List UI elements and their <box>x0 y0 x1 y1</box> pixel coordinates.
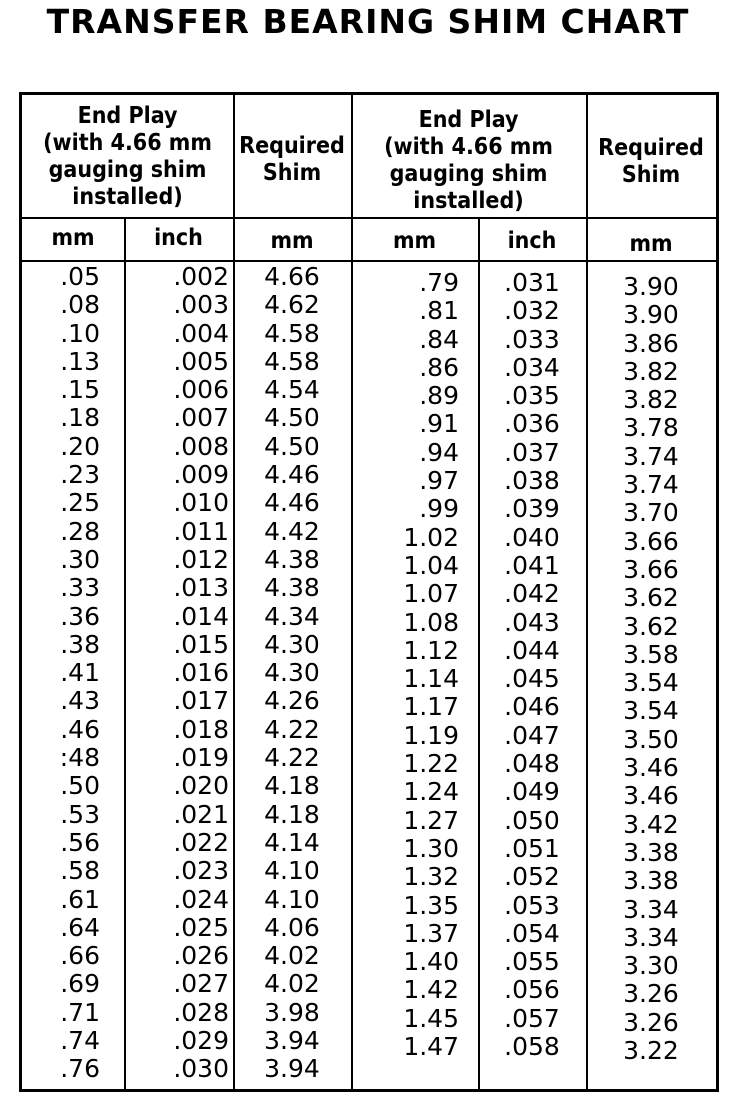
right-inch-cell: .032 <box>504 296 560 326</box>
chart-title: TRANSFER BEARING SHIM CHART <box>46 2 690 41</box>
left-mm-cell: .38 <box>60 629 100 659</box>
right-mm-cell: 1.40 <box>403 947 459 977</box>
right-inch-cell: .034 <box>504 352 560 382</box>
left-shim-cell: 4.66 <box>264 262 320 291</box>
right-inch-cell: .050 <box>504 805 560 835</box>
left-inch-cell: .007 <box>173 403 229 433</box>
right-inch-cell: .058 <box>504 1032 560 1062</box>
left-shim-cell: 4.14 <box>264 827 320 857</box>
left-mm-cell: .28 <box>60 516 100 546</box>
unit-mm-shim-right: mm <box>629 231 673 257</box>
left-shim-column <box>233 263 351 1084</box>
right-mm-cell: .81 <box>419 296 459 326</box>
unit-mm-left: mm <box>51 225 95 251</box>
right-shim-cell: 3.82 <box>623 385 679 415</box>
right-inch-cell: .052 <box>504 862 560 892</box>
left-shim-cell: 4.22 <box>264 743 320 773</box>
right-mm-cell: 1.14 <box>403 664 459 694</box>
left-inch-cell: .012 <box>173 544 229 574</box>
right-shim-cell: 3.42 <box>623 809 679 839</box>
left-shim-cell: 4.58 <box>264 346 320 376</box>
left-shim-cell: 4.62 <box>264 290 320 320</box>
left-mm-cell: .56 <box>60 827 100 857</box>
right-mm-cell: .91 <box>419 409 459 439</box>
left-mm-cell: .53 <box>60 799 100 829</box>
left-inch-cell: .019 <box>173 743 229 773</box>
required-shim-header-left: Required Shim <box>239 133 345 186</box>
left-mm-cell: .50 <box>60 771 100 801</box>
left-inch-cell: .028 <box>173 997 229 1027</box>
right-mm-cell: 1.08 <box>403 607 459 637</box>
right-mm-cell: .99 <box>419 494 459 524</box>
left-shim-cell: 4.54 <box>264 375 320 405</box>
right-inch-cell: .035 <box>504 381 560 411</box>
right-shim-cell: 3.90 <box>623 300 679 330</box>
left-inch-cell: .009 <box>173 460 229 490</box>
left-shim-cell: 4.26 <box>264 686 320 716</box>
left-shim-cell: 3.94 <box>264 1026 320 1056</box>
left-shim-cell: 3.98 <box>264 997 320 1027</box>
right-shim-cell: 3.62 <box>623 583 679 613</box>
left-inch-cell: .002 <box>173 262 229 291</box>
right-mm-cell: 1.17 <box>403 692 459 722</box>
left-shim-cell: 4.38 <box>264 573 320 603</box>
left-mm-cell: .41 <box>60 658 100 688</box>
right-inch-cell: .038 <box>504 466 560 496</box>
right-mm-cell: 1.42 <box>403 975 459 1005</box>
right-inch-cell: .056 <box>504 975 560 1005</box>
right-shim-cell: 3.58 <box>623 639 679 669</box>
required-shim-header-right: Required Shim <box>598 135 704 188</box>
right-inch-cell: .042 <box>504 579 560 609</box>
left-mm-cell: .33 <box>60 573 100 603</box>
right-mm-cell: .97 <box>419 466 459 496</box>
unit-mm-shim-left: mm <box>270 228 314 254</box>
left-shim-cell: 4.02 <box>264 941 320 971</box>
left-shim-cell: 4.18 <box>264 771 320 801</box>
right-inch-cell: .048 <box>504 749 560 779</box>
right-mm-cell: 1.12 <box>403 635 459 665</box>
right-inch-cell: .054 <box>504 918 560 948</box>
right-shim-cell: 3.74 <box>623 470 679 500</box>
left-inch-cell: .015 <box>173 629 229 659</box>
end-play-header-left: End Play (with 4.66 mm gauging shim installed) <box>43 103 212 210</box>
right-shim-cell: 3.86 <box>623 328 679 358</box>
right-inch-cell: .041 <box>504 550 560 580</box>
right-mm-cell: .89 <box>419 381 459 411</box>
left-shim-cell: 4.02 <box>264 969 320 999</box>
left-shim-cell: 4.58 <box>264 318 320 348</box>
right-shim-cell: 3.30 <box>623 951 679 981</box>
right-shim-cell: 3.22 <box>623 1036 679 1066</box>
right-mm-cell: 1.24 <box>403 777 459 807</box>
left-inch-cell: .010 <box>173 488 229 518</box>
right-mm-column <box>351 269 459 1061</box>
left-mm-cell: .36 <box>60 601 100 631</box>
left-inch-cell: .006 <box>173 375 229 405</box>
right-inch-cell: .051 <box>504 833 560 863</box>
right-inch-cell: .037 <box>504 437 560 467</box>
right-shim-column <box>586 273 716 1065</box>
left-shim-cell: 4.50 <box>264 403 320 433</box>
right-mm-cell: .94 <box>419 437 459 467</box>
right-mm-cell: 1.27 <box>403 805 459 835</box>
left-inch-cell: .022 <box>173 827 229 857</box>
left-inch-cell: .018 <box>173 714 229 744</box>
right-shim-cell: 3.66 <box>623 526 679 556</box>
left-shim-cell: 4.42 <box>264 516 320 546</box>
left-inch-cell: .027 <box>173 969 229 999</box>
right-mm-cell: 1.19 <box>403 720 459 750</box>
right-mm-cell: 1.32 <box>403 862 459 892</box>
right-mm-cell: .86 <box>419 352 459 382</box>
right-shim-cell: 3.90 <box>623 272 679 301</box>
right-inch-cell: .033 <box>504 324 560 354</box>
left-inch-cell: .021 <box>173 799 229 829</box>
left-inch-cell: .003 <box>173 290 229 320</box>
right-mm-cell: .79 <box>419 268 459 297</box>
left-mm-cell: .13 <box>60 346 100 376</box>
right-inch-cell: .047 <box>504 720 560 750</box>
right-shim-cell: 3.46 <box>623 781 679 811</box>
left-inch-cell: .017 <box>173 686 229 716</box>
right-inch-cell: .049 <box>504 777 560 807</box>
right-inch-cell: .039 <box>504 494 560 524</box>
right-shim-cell: 3.66 <box>623 554 679 584</box>
shim-table <box>19 92 719 1092</box>
right-inch-cell: .046 <box>504 692 560 722</box>
left-inch-column <box>124 263 229 1084</box>
left-shim-cell: 4.46 <box>264 460 320 490</box>
right-inch-cell: .053 <box>504 890 560 920</box>
left-mm-cell: .05 <box>60 262 100 291</box>
left-inch-cell: .026 <box>173 941 229 971</box>
right-shim-cell: 3.50 <box>623 724 679 754</box>
left-shim-cell: 4.30 <box>264 629 320 659</box>
right-shim-cell: 3.74 <box>623 441 679 471</box>
unit-inch-right: inch <box>507 228 557 254</box>
right-shim-cell: 3.82 <box>623 356 679 386</box>
right-shim-cell: 3.38 <box>623 866 679 896</box>
left-mm-column <box>22 263 100 1084</box>
right-shim-cell: 3.46 <box>623 753 679 783</box>
left-inch-cell: .025 <box>173 912 229 942</box>
left-mm-cell: .23 <box>60 460 100 490</box>
left-mm-cell: .43 <box>60 686 100 716</box>
left-shim-cell: 4.34 <box>264 601 320 631</box>
left-shim-cell: 4.10 <box>264 884 320 914</box>
right-inch-cell: .031 <box>504 268 560 297</box>
right-mm-cell: 1.02 <box>403 522 459 552</box>
right-mm-cell: .84 <box>419 324 459 354</box>
right-mm-cell: 1.47 <box>403 1032 459 1062</box>
left-shim-cell: 4.10 <box>264 856 320 886</box>
right-inch-column <box>478 269 586 1061</box>
unit-inch-left: inch <box>154 225 203 251</box>
right-mm-cell: 1.35 <box>403 890 459 920</box>
left-mm-cell: .10 <box>60 318 100 348</box>
right-mm-cell: 1.04 <box>403 550 459 580</box>
left-shim-cell: 4.46 <box>264 488 320 518</box>
unit-mm-right: mm <box>392 228 437 254</box>
left-mm-cell: .58 <box>60 856 100 886</box>
left-shim-cell: 4.50 <box>264 431 320 461</box>
right-shim-cell: 3.54 <box>623 696 679 726</box>
left-inch-cell: .020 <box>173 771 229 801</box>
right-mm-cell: 1.22 <box>403 749 459 779</box>
right-shim-cell: 3.34 <box>623 894 679 924</box>
right-shim-cell: 3.70 <box>623 498 679 528</box>
left-inch-cell: .016 <box>173 658 229 688</box>
right-inch-cell: .055 <box>504 947 560 977</box>
left-mm-cell: .20 <box>60 431 100 461</box>
left-mm-cell: .08 <box>60 290 100 320</box>
right-mm-cell: 1.07 <box>403 579 459 609</box>
left-inch-cell: .011 <box>173 516 229 546</box>
left-mm-cell: .15 <box>60 375 100 405</box>
right-mm-cell: 1.45 <box>403 1003 459 1033</box>
left-mm-cell: .69 <box>60 969 100 999</box>
left-mm-cell: .30 <box>60 544 100 574</box>
right-inch-cell: .040 <box>504 522 560 552</box>
left-mm-cell: .66 <box>60 941 100 971</box>
left-inch-cell: .005 <box>173 346 229 376</box>
right-shim-cell: 3.54 <box>623 668 679 698</box>
left-inch-cell: .023 <box>173 856 229 886</box>
right-shim-cell: 3.62 <box>623 611 679 641</box>
left-shim-cell: 4.06 <box>264 912 320 942</box>
left-inch-cell: .013 <box>173 573 229 603</box>
end-play-header-right: End Play (with 4.66 mm gauging shim installed) <box>384 107 553 214</box>
right-shim-cell: 3.26 <box>623 1007 679 1037</box>
left-inch-cell: .029 <box>173 1026 229 1056</box>
left-inch-cell: .008 <box>173 431 229 461</box>
left-mm-cell: .46 <box>60 714 100 744</box>
units-divider <box>22 260 716 262</box>
right-inch-cell: .057 <box>504 1003 560 1033</box>
right-mm-cell: 1.37 <box>403 918 459 948</box>
left-shim-cell: 3.94 <box>264 1054 320 1084</box>
right-mm-cell: 1.30 <box>403 833 459 863</box>
left-shim-cell: 4.22 <box>264 714 320 744</box>
right-inch-cell: .036 <box>504 409 560 439</box>
left-mm-cell: .64 <box>60 912 100 942</box>
left-shim-cell: 4.38 <box>264 544 320 574</box>
right-shim-cell: 3.38 <box>623 837 679 867</box>
right-inch-cell: .045 <box>504 664 560 694</box>
right-shim-cell: 3.34 <box>623 922 679 952</box>
left-mm-cell: .71 <box>60 997 100 1027</box>
left-mm-cell: .18 <box>60 403 100 433</box>
left-mm-cell: .61 <box>60 884 100 914</box>
right-shim-cell: 3.26 <box>623 979 679 1009</box>
right-inch-cell: .043 <box>504 607 560 637</box>
left-inch-cell: .004 <box>173 318 229 348</box>
left-mm-cell: .25 <box>60 488 100 518</box>
left-shim-cell: 4.18 <box>264 799 320 829</box>
left-mm-cell: .74 <box>60 1026 100 1056</box>
left-mm-cell: :48 <box>59 743 100 773</box>
left-inch-cell: .030 <box>173 1054 229 1084</box>
left-inch-cell: .014 <box>173 601 229 631</box>
header-divider <box>22 217 716 219</box>
right-inch-cell: .044 <box>504 635 560 665</box>
left-shim-cell: 4.30 <box>264 658 320 688</box>
left-mm-cell: .76 <box>60 1054 100 1084</box>
right-shim-cell: 3.78 <box>623 413 679 443</box>
left-inch-cell: .024 <box>173 884 229 914</box>
